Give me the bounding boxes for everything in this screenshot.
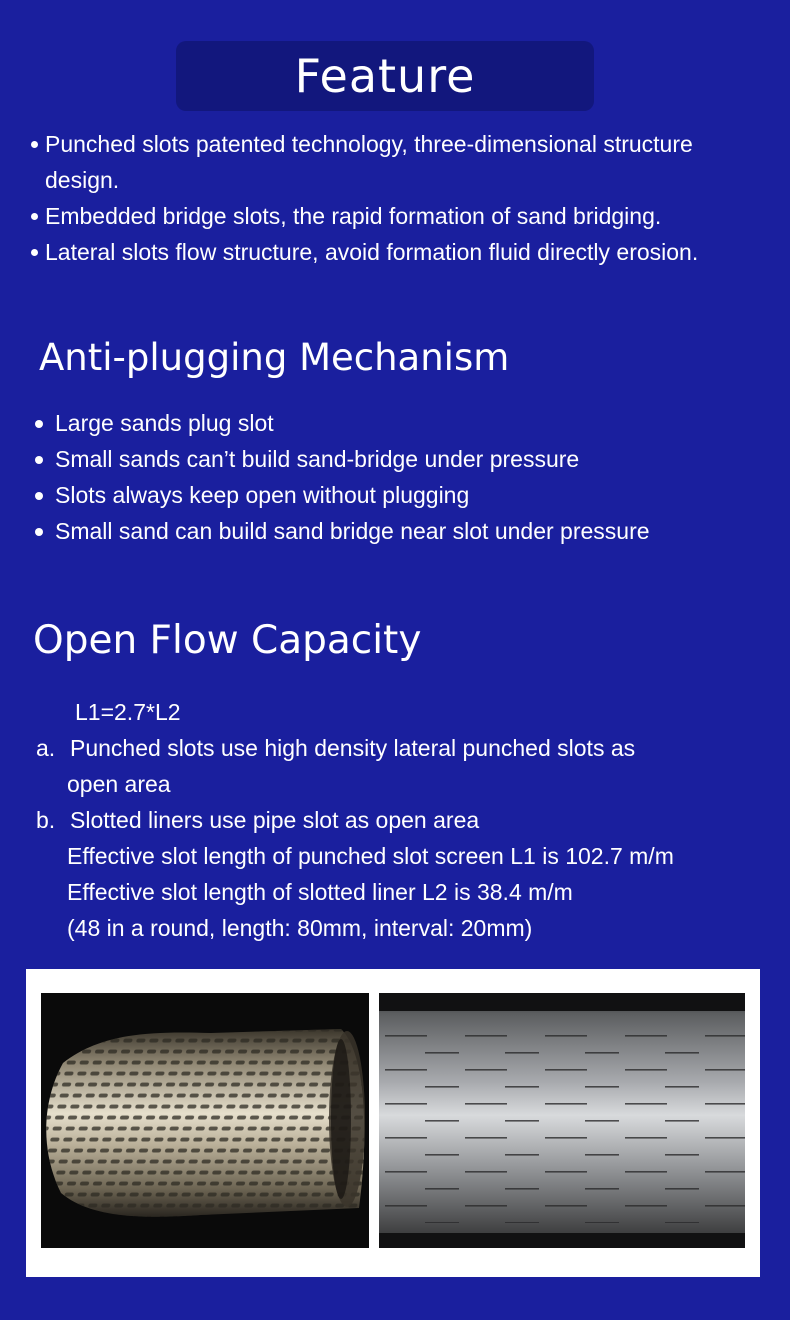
anti-plugging-item: Large sands plug slot xyxy=(33,405,773,441)
feature-item: Lateral slots flow structure, avoid formation fluid directly erosion. xyxy=(30,234,770,270)
slotted-liner-photo xyxy=(379,993,745,1248)
anti-plugging-list xyxy=(33,405,773,549)
flow-item-a-marker: a. xyxy=(36,735,56,761)
open-flow-title: Open Flow Capacity xyxy=(33,618,422,663)
flow-item-a-line2: open area xyxy=(67,771,171,797)
open-flow-body xyxy=(36,694,776,946)
punched-slot-screen-photo xyxy=(41,993,369,1248)
feature-item: Embedded bridge slots, the rapid formation of sand bridging. xyxy=(30,198,770,234)
flow-item-b-line1: Slotted liners use pipe slot as open area xyxy=(70,807,480,833)
feature-banner xyxy=(176,41,594,111)
feature-list xyxy=(30,126,770,270)
flow-formula: L1=2.7*L2 xyxy=(75,699,181,725)
photo-panel xyxy=(26,969,760,1277)
flow-item-b-line4: (48 in a round, length: 80mm, interval: 20mm) xyxy=(67,915,533,941)
flow-item-b xyxy=(36,802,776,838)
punched-slot-screen-illustration xyxy=(41,993,369,1248)
slotted-liner-illustration xyxy=(379,993,745,1248)
anti-plugging-item: Small sands can’t build sand-bridge under pressure xyxy=(33,441,773,477)
flow-item-a xyxy=(36,730,776,766)
feature-item: Punched slots patented technology, three-dimensional structure design. xyxy=(30,126,770,198)
anti-plugging-item: Small sand can build sand bridge near slot under pressure xyxy=(33,513,773,549)
flow-item-b-marker: b. xyxy=(36,807,56,833)
flow-item-b-line2: Effective slot length of punched slot screen L1 is 102.7 m/m xyxy=(67,843,674,869)
anti-plugging-title: Anti-plugging Mechanism xyxy=(39,336,510,379)
flow-item-b-line3: Effective slot length of slotted liner L2 is 38.4 m/m xyxy=(67,879,573,905)
anti-plugging-item: Slots always keep open without plugging xyxy=(33,477,773,513)
flow-item-a-line1: Punched slots use high density lateral punched slots as xyxy=(70,735,636,761)
feature-title: Feature xyxy=(294,49,476,103)
